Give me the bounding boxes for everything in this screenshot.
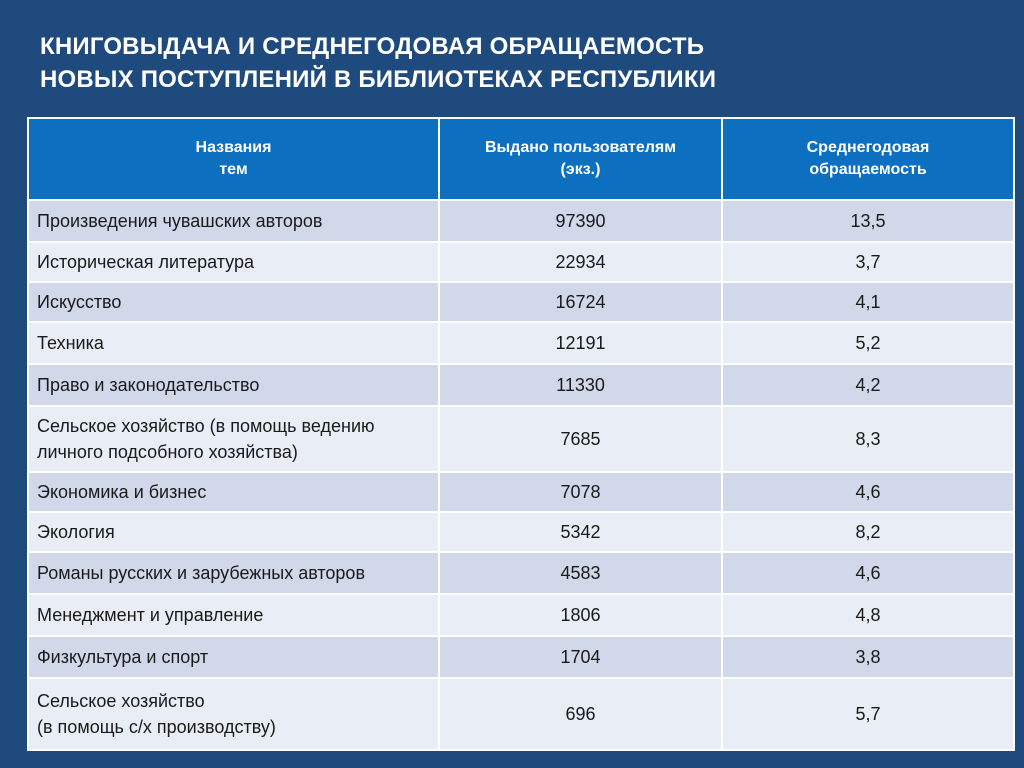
table-row <box>29 200 1013 242</box>
turnover-cell: 4,8 <box>722 594 1013 636</box>
slide-title <box>40 30 716 96</box>
slide-title-line-2: НОВЫХ ПОСТУПЛЕНИЙ В БИБЛИОТЕКАХ РЕСПУБЛИКИ <box>40 66 717 93</box>
topic-cell <box>29 512 439 552</box>
issued-cell: 7078 <box>439 472 722 512</box>
topic-cell <box>29 406 439 472</box>
table-row <box>29 552 1013 594</box>
table-row <box>29 472 1013 512</box>
topic-cell <box>29 472 439 512</box>
column-header-turnover-line-1: Среднегодовая <box>806 139 930 156</box>
issued-cell: 97390 <box>439 200 722 242</box>
issued-cell: 696 <box>439 678 722 749</box>
table-row <box>29 242 1013 282</box>
table-row <box>29 322 1013 364</box>
issued-cell: 1806 <box>439 594 722 636</box>
issued-cell: 4583 <box>439 552 722 594</box>
turnover-cell: 8,3 <box>722 406 1013 472</box>
topic-line: Историческая литература <box>37 252 254 272</box>
turnover-cell: 3,8 <box>722 636 1013 678</box>
turnover-cell: 4,6 <box>722 552 1013 594</box>
column-header-turnover <box>722 119 1013 200</box>
turnover-cell: 5,7 <box>722 678 1013 749</box>
data-table <box>29 119 1013 749</box>
topic-line: (в помощь с/х производству) <box>37 717 276 737</box>
topic-line: Романы русских и зарубежных авторов <box>37 563 366 583</box>
column-header-issued-line-1: Выдано пользователям <box>484 139 677 156</box>
topic-line: Сельское хозяйство <box>37 691 205 711</box>
topic-line: Произведения чувашских авторов <box>37 211 323 231</box>
turnover-cell: 3,7 <box>722 242 1013 282</box>
topic-cell <box>29 636 439 678</box>
turnover-cell: 4,6 <box>722 472 1013 512</box>
turnover-cell: 4,2 <box>722 364 1013 406</box>
issued-cell: 5342 <box>439 512 722 552</box>
column-header-topic-line-2: тем <box>219 161 248 178</box>
topic-line: Сельское хозяйство (в помощь ведению <box>37 416 375 436</box>
issued-cell: 11330 <box>439 364 722 406</box>
table-row <box>29 512 1013 552</box>
topic-line: Экономика и бизнес <box>37 482 207 502</box>
slide-title-line-1: КНИГОВЫДАЧА И СРЕДНЕГОДОВАЯ ОБРАЩАЕМОСТЬ <box>40 33 705 60</box>
issued-cell: 16724 <box>439 282 722 322</box>
column-header-issued <box>439 119 722 200</box>
table-row <box>29 282 1013 322</box>
turnover-cell: 4,1 <box>722 282 1013 322</box>
topic-cell <box>29 552 439 594</box>
issued-cell: 7685 <box>439 406 722 472</box>
topic-cell <box>29 594 439 636</box>
topic-cell <box>29 200 439 242</box>
issued-cell: 1704 <box>439 636 722 678</box>
topic-line: Право и законодательство <box>37 375 260 395</box>
table-row <box>29 364 1013 406</box>
column-header-topic <box>29 119 439 200</box>
topic-line: Физкультура и спорт <box>37 647 209 667</box>
topic-line: Искусство <box>37 292 122 312</box>
table-header-row <box>29 119 1013 200</box>
column-header-topic-line-1: Названия <box>195 139 272 156</box>
table-row <box>29 636 1013 678</box>
topic-cell <box>29 322 439 364</box>
turnover-cell: 8,2 <box>722 512 1013 552</box>
topic-line: личного подсобного хозяйства) <box>37 442 298 462</box>
table-row <box>29 678 1013 749</box>
topic-cell <box>29 242 439 282</box>
topic-cell <box>29 678 439 749</box>
topic-cell <box>29 282 439 322</box>
topic-cell <box>29 364 439 406</box>
turnover-cell: 5,2 <box>722 322 1013 364</box>
column-header-turnover-line-2: обращаемость <box>809 161 927 178</box>
issued-cell: 22934 <box>439 242 722 282</box>
turnover-cell: 13,5 <box>722 200 1013 242</box>
issued-cell: 12191 <box>439 322 722 364</box>
table-row <box>29 594 1013 636</box>
topic-line: Техника <box>37 333 104 353</box>
topic-line: Экология <box>37 522 115 542</box>
topic-line: Менеджмент и управление <box>37 605 264 625</box>
data-table-container <box>27 117 1015 751</box>
column-header-issued-line-2: (экз.) <box>560 161 601 178</box>
table-row <box>29 406 1013 472</box>
